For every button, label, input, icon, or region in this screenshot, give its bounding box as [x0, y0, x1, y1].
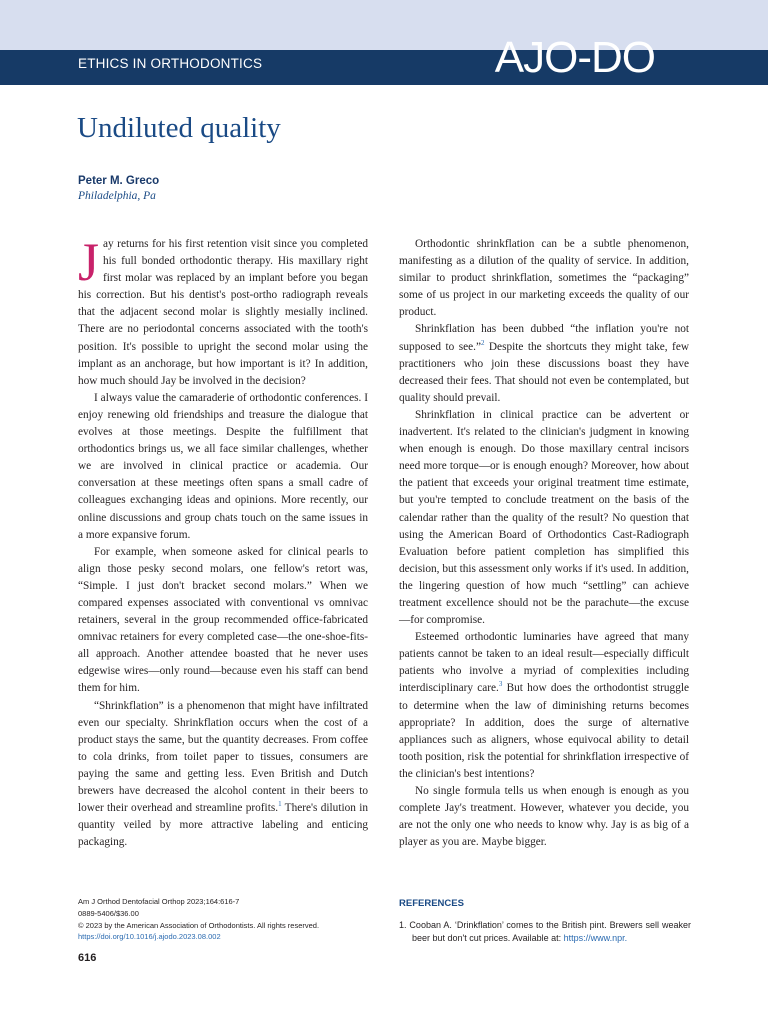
citation-ref-1[interactable]: 1 [278, 800, 282, 809]
journal-logo: AJO-DO [494, 33, 655, 82]
author-affiliation: Philadelphia, Pa [78, 190, 156, 202]
author-name: Peter M. Greco [78, 175, 160, 187]
issn-line: 0889-5406/$36.00 [78, 908, 139, 918]
citation-line: Am J Orthod Dentofacial Orthop 2023;164:616-7 [78, 897, 240, 906]
paragraph-1: Jay returns for his first retention visit since you completed his full bonded orthodontic therapy. His maxillary right first molar was replaced by an implant before you began his correction. But his dentist's post-ortho radiograph reveals that the adjacent second molar is slightly mesially inclined. There are no periodontal concerns associated with the tooth's position. It's possible to upright the second molar using the implant as an anchorage, but how important is it? In addition, how much should Jay be involved in the decision? [78, 232, 368, 387]
drop-cap: J [78, 232, 100, 292]
citation-ref-2[interactable]: 2 [480, 338, 485, 347]
paragraph-3: For example, when someone asked for clinical pearls to align those pesky second molars, one fellow's retort was, “Simple. I just don't bracket second molars.” When we compared expenses associated with conventional vs omnivac retainers, several in the group recommended office-fabricated omnivac retainers for every completed case—the one-shoe-fits-all approach. Another attendee boasted that he never uses edgewise wires—only round—because even his staff can bend them for him. [78, 545, 368, 695]
body-column-left [78, 232, 368, 851]
body-column-right [399, 236, 689, 851]
references-heading: REFERENCES [399, 898, 464, 909]
paragraph-4: “Shrinkflation” is a phenomenon that might have infiltrated even our specialty. Shrinkflation occurs when the cost of a product stays the same, but the quantity decreases. From coffee to cola drinks, from toilet paper to tissues, consumers are paying the same and getting less. Even British and Dutch brewers have decreased the alcohol content in their beers to lower their overhead and streamline profits.$^1$ There's dilution in quantity veiled by more attractive labeling and enticing packaging. [78, 699, 368, 849]
paragraph-2: I always value the camaraderie of orthodontic conferences. I enjoy renewing old friendships and treasure the dialogue that evolves at those meetings. Despite the fulfillment that orthodontics brings us, we all face similar challenges, whether we are involved in clinical practice or academia. Our conversation at these meetings often spans a small cadre of colleagues exchanging ideas and opinions. More recently, our online discussions and group chats touch on the same issues in a more expansive forum. [78, 391, 368, 541]
paragraph-8: Esteemed orthodontic luminaries have agreed that many patients cannot be taken to an ideal result—especially difficult patients who involve a myriad of complexities including interdisciplinary care.$^3$ But how does the orthodontist struggle to determine when the law of diminishing returns becomes appropriate? In addition, does the surge of alternative appliances such as aligners, whose equivocal ability to detail tooth position, risk the potential for shrinkflation irrespective of the clinician's best intentions? [399, 631, 689, 780]
article-footer-meta [78, 896, 319, 943]
reference-1: 1. Cooban A. ‘Drinkflation’ comes to the British pint. Brewers sell weaker beer but don't cut prices. Available at: https://www.npr. [399, 920, 691, 943]
citation-ref-3[interactable]: 3 [498, 680, 503, 689]
doi-link[interactable]: https://doi.org/10.1016/j.ajodo.2023.08.002 [78, 932, 221, 942]
paragraph-7: Shrinkflation in clinical practice can be advertent or inadvertent. It's related to the clinician's judgment in knowing when enough is enough. Do those maxillary central incisors need more torque—or is enough enough? Moreover, how about the patient that exceeds your original treatment time estimate, but you're tempted to conclude treatment on the basis of the calendar rather than the quality of the result? No question that using the American Board of Orthodontics Cast-Radiograph Evaluation before patient completion has simplified this decision, but this assessment only works if it's used. In addition, the lingering question of how much “settling” can achieve treatment excellence should not be the parachute—the excuse—for compromise. [399, 408, 689, 627]
section-label: ETHICS IN ORTHODONTICS [78, 56, 263, 71]
paragraph-6: Shrinkflation has been dubbed “the inflation you're not supposed to see.”$^2$ Despite the shortcuts they might take, few practitioners who join these discussions boast they have decreased their fees. That should not even be contemplated, but quality should prevail. [399, 323, 689, 404]
paragraph-9: No single formula tells us when enough is enough as you complete Jay's treatment. However, whatever you decide, you are not the only one who needs to know why. Jay is as big of a player as you are. Maybe bigger. [399, 785, 689, 849]
page-number: 616 [78, 952, 97, 964]
paragraph-5: Orthodontic shrinkflation can be a subtle phenomenon, manifesting as a dilution of the quality of service. In addition, similar to product shrinkflation, sometimes the “packaging” some of us project in our marketing exceeds the quality of our product. [399, 238, 689, 319]
article-title: Undiluted quality [77, 112, 281, 144]
reference-1-link[interactable]: https://www.npr. [563, 933, 628, 943]
copyright-line: © 2023 by the American Association of Orthodontists. All rights reserved. [78, 920, 320, 930]
